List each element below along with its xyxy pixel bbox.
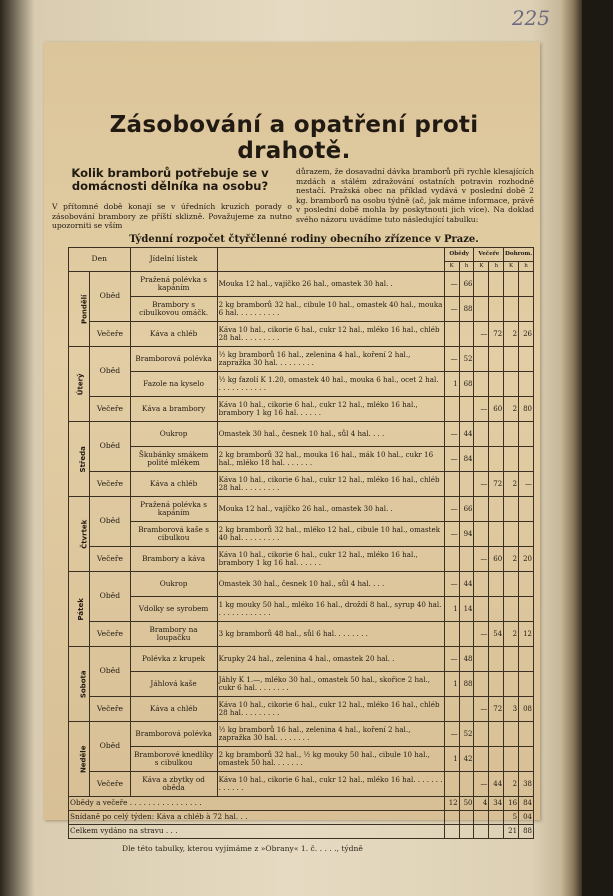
summary-label: Obědy a večeře . . . . . . . . . . . . . . . . bbox=[69, 797, 445, 811]
amount-cell bbox=[519, 347, 534, 372]
ingredients-cost: Omastek 30 hal., česnek 10 hal., sůl 4 hal. . . . bbox=[217, 572, 444, 597]
amount-cell bbox=[474, 572, 489, 597]
ingredients-cost: Jáhly K 1.—, mléko 30 hal., omastek 50 hal., skořice 2 hal., cukr 6 hal. . . . . . . . bbox=[217, 672, 444, 697]
amount-cell: 2 bbox=[504, 397, 519, 422]
unit-k: K bbox=[504, 262, 519, 272]
table-row bbox=[69, 447, 534, 472]
amount-cell bbox=[504, 722, 519, 747]
amount-cell bbox=[459, 397, 474, 422]
amount-cell bbox=[474, 497, 489, 522]
amount-cell: 52 bbox=[459, 722, 474, 747]
summary-amount bbox=[459, 811, 474, 825]
amount-cell bbox=[519, 372, 534, 397]
meal-label: Večeře bbox=[90, 622, 130, 647]
dish-name: Bramborová polévka bbox=[130, 722, 217, 747]
amount-cell bbox=[504, 597, 519, 622]
day-name bbox=[69, 572, 90, 647]
amount-cell bbox=[474, 372, 489, 397]
header-obedy: Obědy bbox=[444, 248, 474, 262]
amount-cell: 2 bbox=[504, 622, 519, 647]
amount-cell: 44 bbox=[459, 572, 474, 597]
unit-h: h bbox=[519, 262, 534, 272]
amount-cell bbox=[519, 647, 534, 672]
amount-cell bbox=[519, 522, 534, 547]
subhead: Kolik bramborů potřebuje se v domácnosti dělníka na osobu? bbox=[71, 166, 269, 193]
amount-cell: 2 bbox=[504, 322, 519, 347]
summary-amount: 4 bbox=[474, 797, 489, 811]
ingredients-cost: Omastek 30 hal., česnek 10 hal., sůl 4 hal. . . . bbox=[217, 422, 444, 447]
summary-amount: 21 bbox=[504, 825, 519, 839]
amount-cell bbox=[504, 522, 519, 547]
ingredients-cost: Káva 10 hal., cikorie 6 hal., cukr 12 hal., mléko 16 hal., chléb 28 hal. . . . . . . . . bbox=[217, 472, 444, 497]
amount-cell bbox=[519, 672, 534, 697]
amount-cell: 3 bbox=[504, 697, 519, 722]
table-row bbox=[69, 622, 534, 647]
header-dohromady: Dohrom. bbox=[504, 248, 534, 262]
day-name bbox=[69, 272, 90, 347]
table-row bbox=[69, 647, 534, 672]
unit-k: K bbox=[474, 262, 489, 272]
amount-cell bbox=[474, 647, 489, 672]
amount-cell bbox=[489, 347, 504, 372]
summary-amount: 88 bbox=[519, 825, 534, 839]
amount-cell bbox=[474, 447, 489, 472]
amount-cell: — bbox=[444, 422, 459, 447]
amount-cell bbox=[504, 422, 519, 447]
amount-cell bbox=[474, 597, 489, 622]
day-name-label: Pátek bbox=[76, 597, 85, 621]
header-day: Den bbox=[69, 248, 131, 272]
amount-cell bbox=[519, 297, 534, 322]
summary-amount: 84 bbox=[519, 797, 534, 811]
header-vecere: Večeře bbox=[474, 248, 504, 262]
amount-cell bbox=[474, 722, 489, 747]
book-binding-edge bbox=[560, 0, 582, 896]
table-row bbox=[69, 472, 534, 497]
amount-cell bbox=[444, 547, 459, 572]
amount-cell bbox=[489, 447, 504, 472]
amount-cell: — bbox=[444, 497, 459, 522]
unit-h: h bbox=[459, 262, 474, 272]
ingredients-cost: Káva 10 hal., cikorie 6 hal., cukr 12 hal., mléko 16 hal. . . . . . . . . . . . . bbox=[217, 772, 444, 797]
amount-cell bbox=[444, 622, 459, 647]
summary-label: Celkem vydáno na stravu . . . bbox=[69, 825, 445, 839]
amount-cell: 1 bbox=[444, 597, 459, 622]
amount-cell bbox=[504, 372, 519, 397]
dish-name: Oukrop bbox=[130, 422, 217, 447]
amount-cell: 94 bbox=[459, 522, 474, 547]
meal-label: Večeře bbox=[90, 472, 130, 497]
amount-cell: — bbox=[474, 622, 489, 647]
ingredients-cost: ½ kg bramborů 16 hal., zelenina 4 hal., koření 2 hal., zapražka 30 hal. . . . . . . . bbox=[217, 722, 444, 747]
summary-amount: 34 bbox=[489, 797, 504, 811]
meal-label: Večeře bbox=[90, 322, 130, 347]
dish-name: Bramborová polévka bbox=[130, 347, 217, 372]
dish-name: Fazole na kyselo bbox=[130, 372, 217, 397]
summary-amount bbox=[444, 825, 459, 839]
budget-table-body bbox=[69, 272, 534, 797]
dish-name: Jáhlová kaše bbox=[130, 672, 217, 697]
headline: Zásobování a opatření proti drahotě. bbox=[109, 112, 479, 164]
ingredients-cost: 2 kg bramborů 32 hal., cibule 10 hal., omastek 40 hal., mouka 6 hal. . . . . . . . . . bbox=[217, 297, 444, 322]
dish-name: Vdolky se syrobem bbox=[130, 597, 217, 622]
amount-cell: 52 bbox=[459, 347, 474, 372]
header-ingredients bbox=[217, 248, 444, 272]
dish-name: Káva a zbytky od oběda bbox=[130, 772, 217, 797]
amount-cell bbox=[444, 697, 459, 722]
amount-cell bbox=[519, 722, 534, 747]
amount-cell: 26 bbox=[519, 322, 534, 347]
table-row bbox=[69, 297, 534, 322]
ingredients-cost: 3 kg bramborů 48 hal., sůl 6 hal. . . . . . . . bbox=[217, 622, 444, 647]
unit-h: h bbox=[489, 262, 504, 272]
dish-name: Bramborové knedlíky s cibulkou bbox=[130, 747, 217, 772]
amount-cell: 44 bbox=[459, 422, 474, 447]
ingredients-cost: 2 kg bramborů 32 hal., mouka 16 hal., mák 10 hal., cukr 16 hal., mléko 18 hal. . . . . . . bbox=[217, 447, 444, 472]
header-dish: Jídelní lístek bbox=[130, 248, 217, 272]
amount-cell bbox=[519, 272, 534, 297]
day-name bbox=[69, 422, 90, 497]
amount-cell bbox=[444, 322, 459, 347]
amount-cell: 44 bbox=[489, 772, 504, 797]
amount-cell bbox=[519, 497, 534, 522]
ingredients-cost: Káva 10 hal., cikorie 6 hal., cukr 12 hal., mléko 16 hal., chléb 28 hal. . . . . . . . . bbox=[217, 322, 444, 347]
meal-label: Oběd bbox=[90, 647, 130, 697]
table-row bbox=[69, 322, 534, 347]
amount-cell: — bbox=[474, 772, 489, 797]
summary-amount bbox=[444, 811, 459, 825]
summary-row bbox=[69, 797, 534, 811]
day-name-label: Čtvrtek bbox=[80, 519, 89, 549]
ingredients-cost: Krupky 24 hal., zelenina 4 hal., omastek 20 hal. . bbox=[217, 647, 444, 672]
amount-cell bbox=[459, 772, 474, 797]
amount-cell: — bbox=[444, 522, 459, 547]
table-row bbox=[69, 347, 534, 372]
amount-cell bbox=[474, 272, 489, 297]
amount-cell: 72 bbox=[489, 472, 504, 497]
amount-cell: — bbox=[444, 447, 459, 472]
amount-cell bbox=[474, 747, 489, 772]
amount-cell: 38 bbox=[519, 772, 534, 797]
amount-cell bbox=[504, 347, 519, 372]
summary-amount: 04 bbox=[519, 811, 534, 825]
amount-cell bbox=[504, 747, 519, 772]
meal-label: Oběd bbox=[90, 497, 130, 547]
amount-cell: — bbox=[444, 572, 459, 597]
amount-cell: 60 bbox=[489, 547, 504, 572]
meal-label: Oběd bbox=[90, 272, 130, 322]
ingredients-cost: Mouka 12 hal., vajíčko 26 hal., omastek 30 hal. . bbox=[217, 272, 444, 297]
summary-amount bbox=[489, 811, 504, 825]
amount-cell: — bbox=[444, 647, 459, 672]
ingredients-cost: 1 kg mouky 50 hal., mléko 16 hal., droždí 8 hal., syrup 40 hal. . . . . . . . . . . . . bbox=[217, 597, 444, 622]
amount-cell bbox=[519, 422, 534, 447]
day-name bbox=[69, 347, 90, 422]
table-row bbox=[69, 572, 534, 597]
dish-name: Pražená polévka s kapáním bbox=[130, 497, 217, 522]
amount-cell: 60 bbox=[489, 397, 504, 422]
amount-cell bbox=[474, 347, 489, 372]
amount-cell bbox=[504, 447, 519, 472]
day-name-label: Neděle bbox=[79, 745, 88, 773]
amount-cell bbox=[489, 372, 504, 397]
amount-cell: 72 bbox=[489, 697, 504, 722]
amount-cell bbox=[504, 672, 519, 697]
table-title: Týdenní rozpočet čtyřčlenné rodiny obecního zřízence v Praze. bbox=[129, 234, 479, 245]
dish-name: Káva a chléb bbox=[130, 697, 217, 722]
day-name-label: Středa bbox=[78, 445, 87, 473]
dish-name: Polévka z krupek bbox=[130, 647, 217, 672]
amount-cell bbox=[459, 622, 474, 647]
amount-cell bbox=[489, 422, 504, 447]
ingredients-cost: Káva 10 hal., cikorie 6 hal., cukr 12 hal., mléko 16 hal., chléb 28 hal. . . . . . . . . bbox=[217, 697, 444, 722]
summary-amount bbox=[474, 825, 489, 839]
dish-name: Káva a brambory bbox=[130, 397, 217, 422]
amount-cell bbox=[489, 297, 504, 322]
right-intro-text: důrazem, že dosavadní dávka bramborů při rychle klesajících mzdách a stálém zdražování ostatních potravin rozhodně nestačí. Pražská obec na příklad vydává v poslední době 2 kg. bramborů na osobu týdně (ač, jak máme informace, právě v poslední době mohla by poskytnouti jich více). Na doklad svého názoru uvádíme tuto následující tabulku: bbox=[296, 167, 534, 224]
summary-amount: 12 bbox=[444, 797, 459, 811]
ingredients-cost: ½ kg fazolí K 1.20, omastek 40 hal., mouka 6 hal., ocet 2 hal. . . . . . . . . . . . bbox=[217, 372, 444, 397]
day-name bbox=[69, 647, 90, 722]
table-row bbox=[69, 772, 534, 797]
dish-name: Brambory a káva bbox=[130, 547, 217, 572]
amount-cell bbox=[474, 422, 489, 447]
summary-amount bbox=[489, 825, 504, 839]
amount-cell: 42 bbox=[459, 747, 474, 772]
amount-cell bbox=[504, 497, 519, 522]
table-row bbox=[69, 697, 534, 722]
budget-table bbox=[68, 247, 534, 839]
amount-cell: 20 bbox=[519, 547, 534, 572]
ingredients-cost: Mouka 12 hal., vajíčko 26 hal., omastek 30 hal. . bbox=[217, 497, 444, 522]
table-row bbox=[69, 372, 534, 397]
unit-k: K bbox=[444, 262, 459, 272]
amount-cell bbox=[519, 747, 534, 772]
amount-cell: 1 bbox=[444, 672, 459, 697]
amount-cell: — bbox=[444, 272, 459, 297]
amount-cell: 08 bbox=[519, 697, 534, 722]
amount-cell: 2 bbox=[504, 547, 519, 572]
amount-cell: 84 bbox=[459, 447, 474, 472]
amount-cell: 88 bbox=[459, 297, 474, 322]
dish-name: Káva a chléb bbox=[130, 472, 217, 497]
page-number: 225 bbox=[511, 6, 550, 30]
summary-amount: 5 bbox=[504, 811, 519, 825]
amount-cell: 80 bbox=[519, 397, 534, 422]
meal-label: Oběd bbox=[90, 422, 130, 472]
ingredients-cost: Káva 10 hal., cikorie 6 hal., cukr 12 hal., mléko 16 hal., brambory 1 kg 16 hal. . . . . . bbox=[217, 547, 444, 572]
dish-name: Oukrop bbox=[130, 572, 217, 597]
amount-cell: — bbox=[519, 472, 534, 497]
meal-label: Večeře bbox=[90, 772, 130, 797]
amount-cell bbox=[489, 647, 504, 672]
amount-cell: 88 bbox=[459, 672, 474, 697]
meal-label: Večeře bbox=[90, 547, 130, 572]
ingredients-cost: Káva 10 hal., cikorie 6 hal., cukr 12 hal., mléko 16 hal., brambory 1 kg 16 hal. . . . . . bbox=[217, 397, 444, 422]
amount-cell bbox=[474, 672, 489, 697]
amount-cell: 66 bbox=[459, 272, 474, 297]
table-row bbox=[69, 522, 534, 547]
budget-summary-body bbox=[69, 797, 534, 839]
amount-cell bbox=[459, 547, 474, 572]
table-row bbox=[69, 672, 534, 697]
amount-cell: 2 bbox=[504, 472, 519, 497]
table-row bbox=[69, 272, 534, 297]
day-name bbox=[69, 722, 90, 797]
summary-row bbox=[69, 811, 534, 825]
dish-name: Brambory s cibulkovou omáčk. bbox=[130, 297, 217, 322]
amount-cell: 12 bbox=[519, 622, 534, 647]
amount-cell bbox=[519, 447, 534, 472]
amount-cell bbox=[489, 272, 504, 297]
amount-cell bbox=[489, 672, 504, 697]
meal-label: Večeře bbox=[90, 397, 130, 422]
ingredients-cost: 2 kg bramborů 32 hal., ½ kg mouky 50 hal., cibule 10 hal., omastek 50 hal. . . . . . . bbox=[217, 747, 444, 772]
day-name-label: Sobota bbox=[79, 670, 88, 698]
amount-cell bbox=[444, 772, 459, 797]
amount-cell: 72 bbox=[489, 322, 504, 347]
dish-name: Bramborová kaše s cibulkou bbox=[130, 522, 217, 547]
amount-cell: — bbox=[474, 322, 489, 347]
amount-cell bbox=[489, 497, 504, 522]
amount-cell bbox=[504, 647, 519, 672]
table-row bbox=[69, 547, 534, 572]
table-row bbox=[69, 397, 534, 422]
amount-cell: 66 bbox=[459, 497, 474, 522]
amount-cell: — bbox=[444, 722, 459, 747]
amount-cell: — bbox=[474, 397, 489, 422]
amount-cell bbox=[504, 572, 519, 597]
amount-cell bbox=[444, 472, 459, 497]
amount-cell bbox=[459, 322, 474, 347]
amount-cell: 68 bbox=[459, 372, 474, 397]
amount-cell bbox=[489, 522, 504, 547]
amount-cell bbox=[474, 297, 489, 322]
amount-cell bbox=[519, 597, 534, 622]
amount-cell bbox=[459, 697, 474, 722]
amount-cell bbox=[489, 572, 504, 597]
dish-name: Káva a chléb bbox=[130, 322, 217, 347]
table-row bbox=[69, 497, 534, 522]
amount-cell: — bbox=[474, 547, 489, 572]
table-row bbox=[69, 597, 534, 622]
left-intro-text: V přítomné době konají se v úředních kruzích porady o zásobování brambory ze příští sklizně. Považujeme za nutno upozorniti se vším bbox=[52, 202, 292, 230]
ingredients-cost: ½ kg bramborů 16 hal., zelenina 4 hal., koření 2 hal., zapražka 30 hal. . . . . . . . . bbox=[217, 347, 444, 372]
meal-label: Oběd bbox=[90, 722, 130, 772]
summary-amount: 50 bbox=[459, 797, 474, 811]
day-name-label: Úterý bbox=[76, 373, 85, 395]
dish-name: Škubánky smákem polité mlékem bbox=[130, 447, 217, 472]
amount-cell: — bbox=[444, 297, 459, 322]
meal-label: Oběd bbox=[90, 572, 130, 622]
amount-cell: 14 bbox=[459, 597, 474, 622]
footer-text: Dle této tabulky, kterou vyjímáme z »Obrany« 1. č. . . . ., týdně bbox=[122, 844, 363, 853]
amount-cell bbox=[489, 597, 504, 622]
amount-cell bbox=[474, 522, 489, 547]
summary-label: Snídaně po celý týden: Káva a chléb à 72 hal. . . bbox=[69, 811, 445, 825]
summary-amount: 16 bbox=[504, 797, 519, 811]
meal-label: Večeře bbox=[90, 697, 130, 722]
table-row bbox=[69, 747, 534, 772]
newspaper-clipping bbox=[44, 42, 540, 853]
amount-cell: — bbox=[444, 347, 459, 372]
amount-cell bbox=[444, 397, 459, 422]
dish-name: Pražená polévka s kapáním bbox=[130, 272, 217, 297]
amount-cell: 48 bbox=[459, 647, 474, 672]
meal-label: Oběd bbox=[90, 347, 130, 397]
dish-name: Brambory na loupačku bbox=[130, 622, 217, 647]
amount-cell bbox=[489, 747, 504, 772]
amount-cell bbox=[504, 272, 519, 297]
summary-row bbox=[69, 825, 534, 839]
amount-cell: 2 bbox=[504, 772, 519, 797]
ingredients-cost: 2 kg bramborů 32 hal., mléko 12 hal., cibule 10 hal., omastek 40 hal. . . . . . . . . bbox=[217, 522, 444, 547]
summary-amount bbox=[474, 811, 489, 825]
amount-cell: — bbox=[474, 472, 489, 497]
amount-cell bbox=[489, 722, 504, 747]
summary-amount bbox=[459, 825, 474, 839]
table-row bbox=[69, 722, 534, 747]
amount-cell: 1 bbox=[444, 747, 459, 772]
amount-cell bbox=[504, 297, 519, 322]
day-name bbox=[69, 497, 90, 572]
table-row bbox=[69, 422, 534, 447]
amount-cell: 54 bbox=[489, 622, 504, 647]
amount-cell bbox=[519, 572, 534, 597]
amount-cell bbox=[459, 472, 474, 497]
amount-cell: 1 bbox=[444, 372, 459, 397]
day-name-label: Pondělí bbox=[80, 294, 89, 324]
amount-cell: — bbox=[474, 697, 489, 722]
